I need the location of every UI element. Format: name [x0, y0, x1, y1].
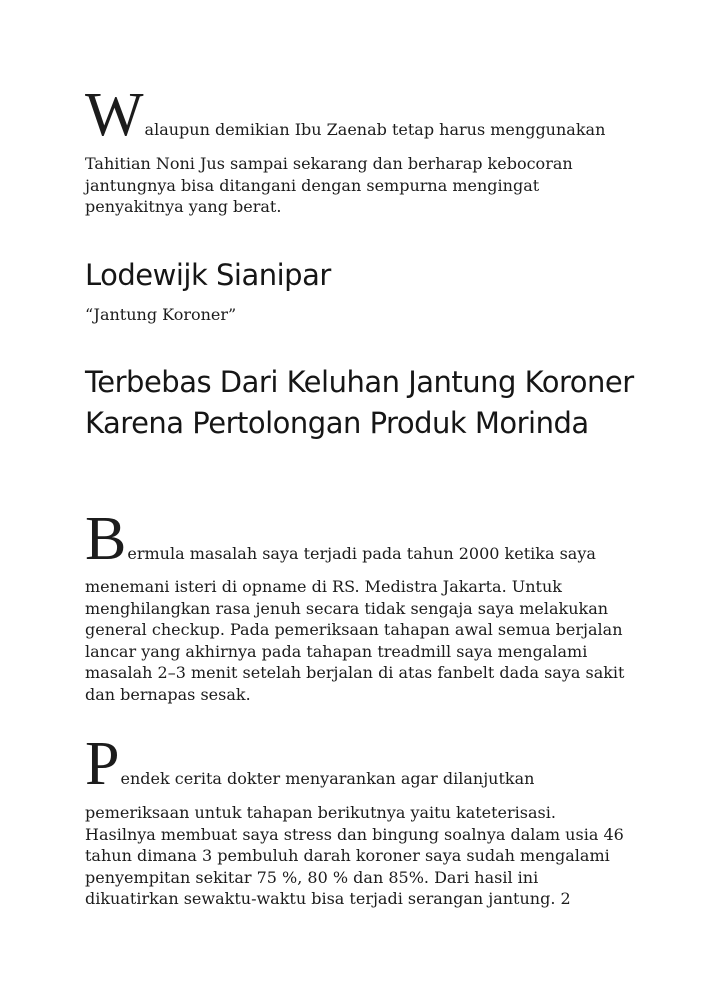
paragraph-2-first-line-text: endek cerita dokter menyarankan agar dilanjutkan	[120, 769, 535, 788]
paragraph-2-body: pemeriksaan untuk tahapan berikutnya yaitu kateterisasi. Hasilnya membuat saya stress dan bingung soalnya dalam usia 46 tahun dimana 3 pembuluh darah koroner saya sudah mengalami penyempitan sekitar 75 %, 80 % dan 85%. Dari hasil ini dikuatirkan sewaktu-waktu bisa terjadi serangan jantung. 2	[85, 803, 624, 908]
paragraph-1-first-line-text: ermula masalah saya terjadi pada tahun 2000 ketika saya	[127, 544, 596, 563]
article-title: Terbebas Dari Keluhan Jantung Koroner Karena Pertolongan Produk Morinda	[85, 365, 634, 440]
intro-body: Tahitian Noni Jus sampai sekarang dan berharap kebocoran jantungnya bisa ditangani dengan sempurna mengingat penyakitnya yang berat.	[85, 154, 573, 216]
paragraph-1-first-line	[85, 505, 645, 573]
testimonial-subtitle: “Jantung Koroner”	[85, 305, 237, 324]
intro-first-line	[85, 81, 645, 149]
paragraph-2-dropcap: P	[85, 730, 120, 798]
paragraph-1-body: menemani isteri di opname di RS. Medistra Jakarta. Untuk menghilangkan rasa jenuh secara tidak sengaja saya melakukan general checkup. Pada pemeriksaan tahapan awal semua berjalan lancar yang akhirnya pada tahapan treadmill saya mengalami masalah 2–3 menit setelah berjalan di atas fanbelt dada saya sakit dan bernapas sesak.	[85, 577, 625, 704]
paragraph-1-dropcap: B	[85, 505, 127, 573]
intro-dropcap: W	[85, 81, 144, 149]
author-name: Lodewijk Sianipar	[85, 258, 331, 292]
intro-first-line-text: alaupun demikian Ibu Zaenab tetap harus menggunakan	[144, 120, 606, 139]
paragraph-2-first-line	[85, 730, 645, 798]
